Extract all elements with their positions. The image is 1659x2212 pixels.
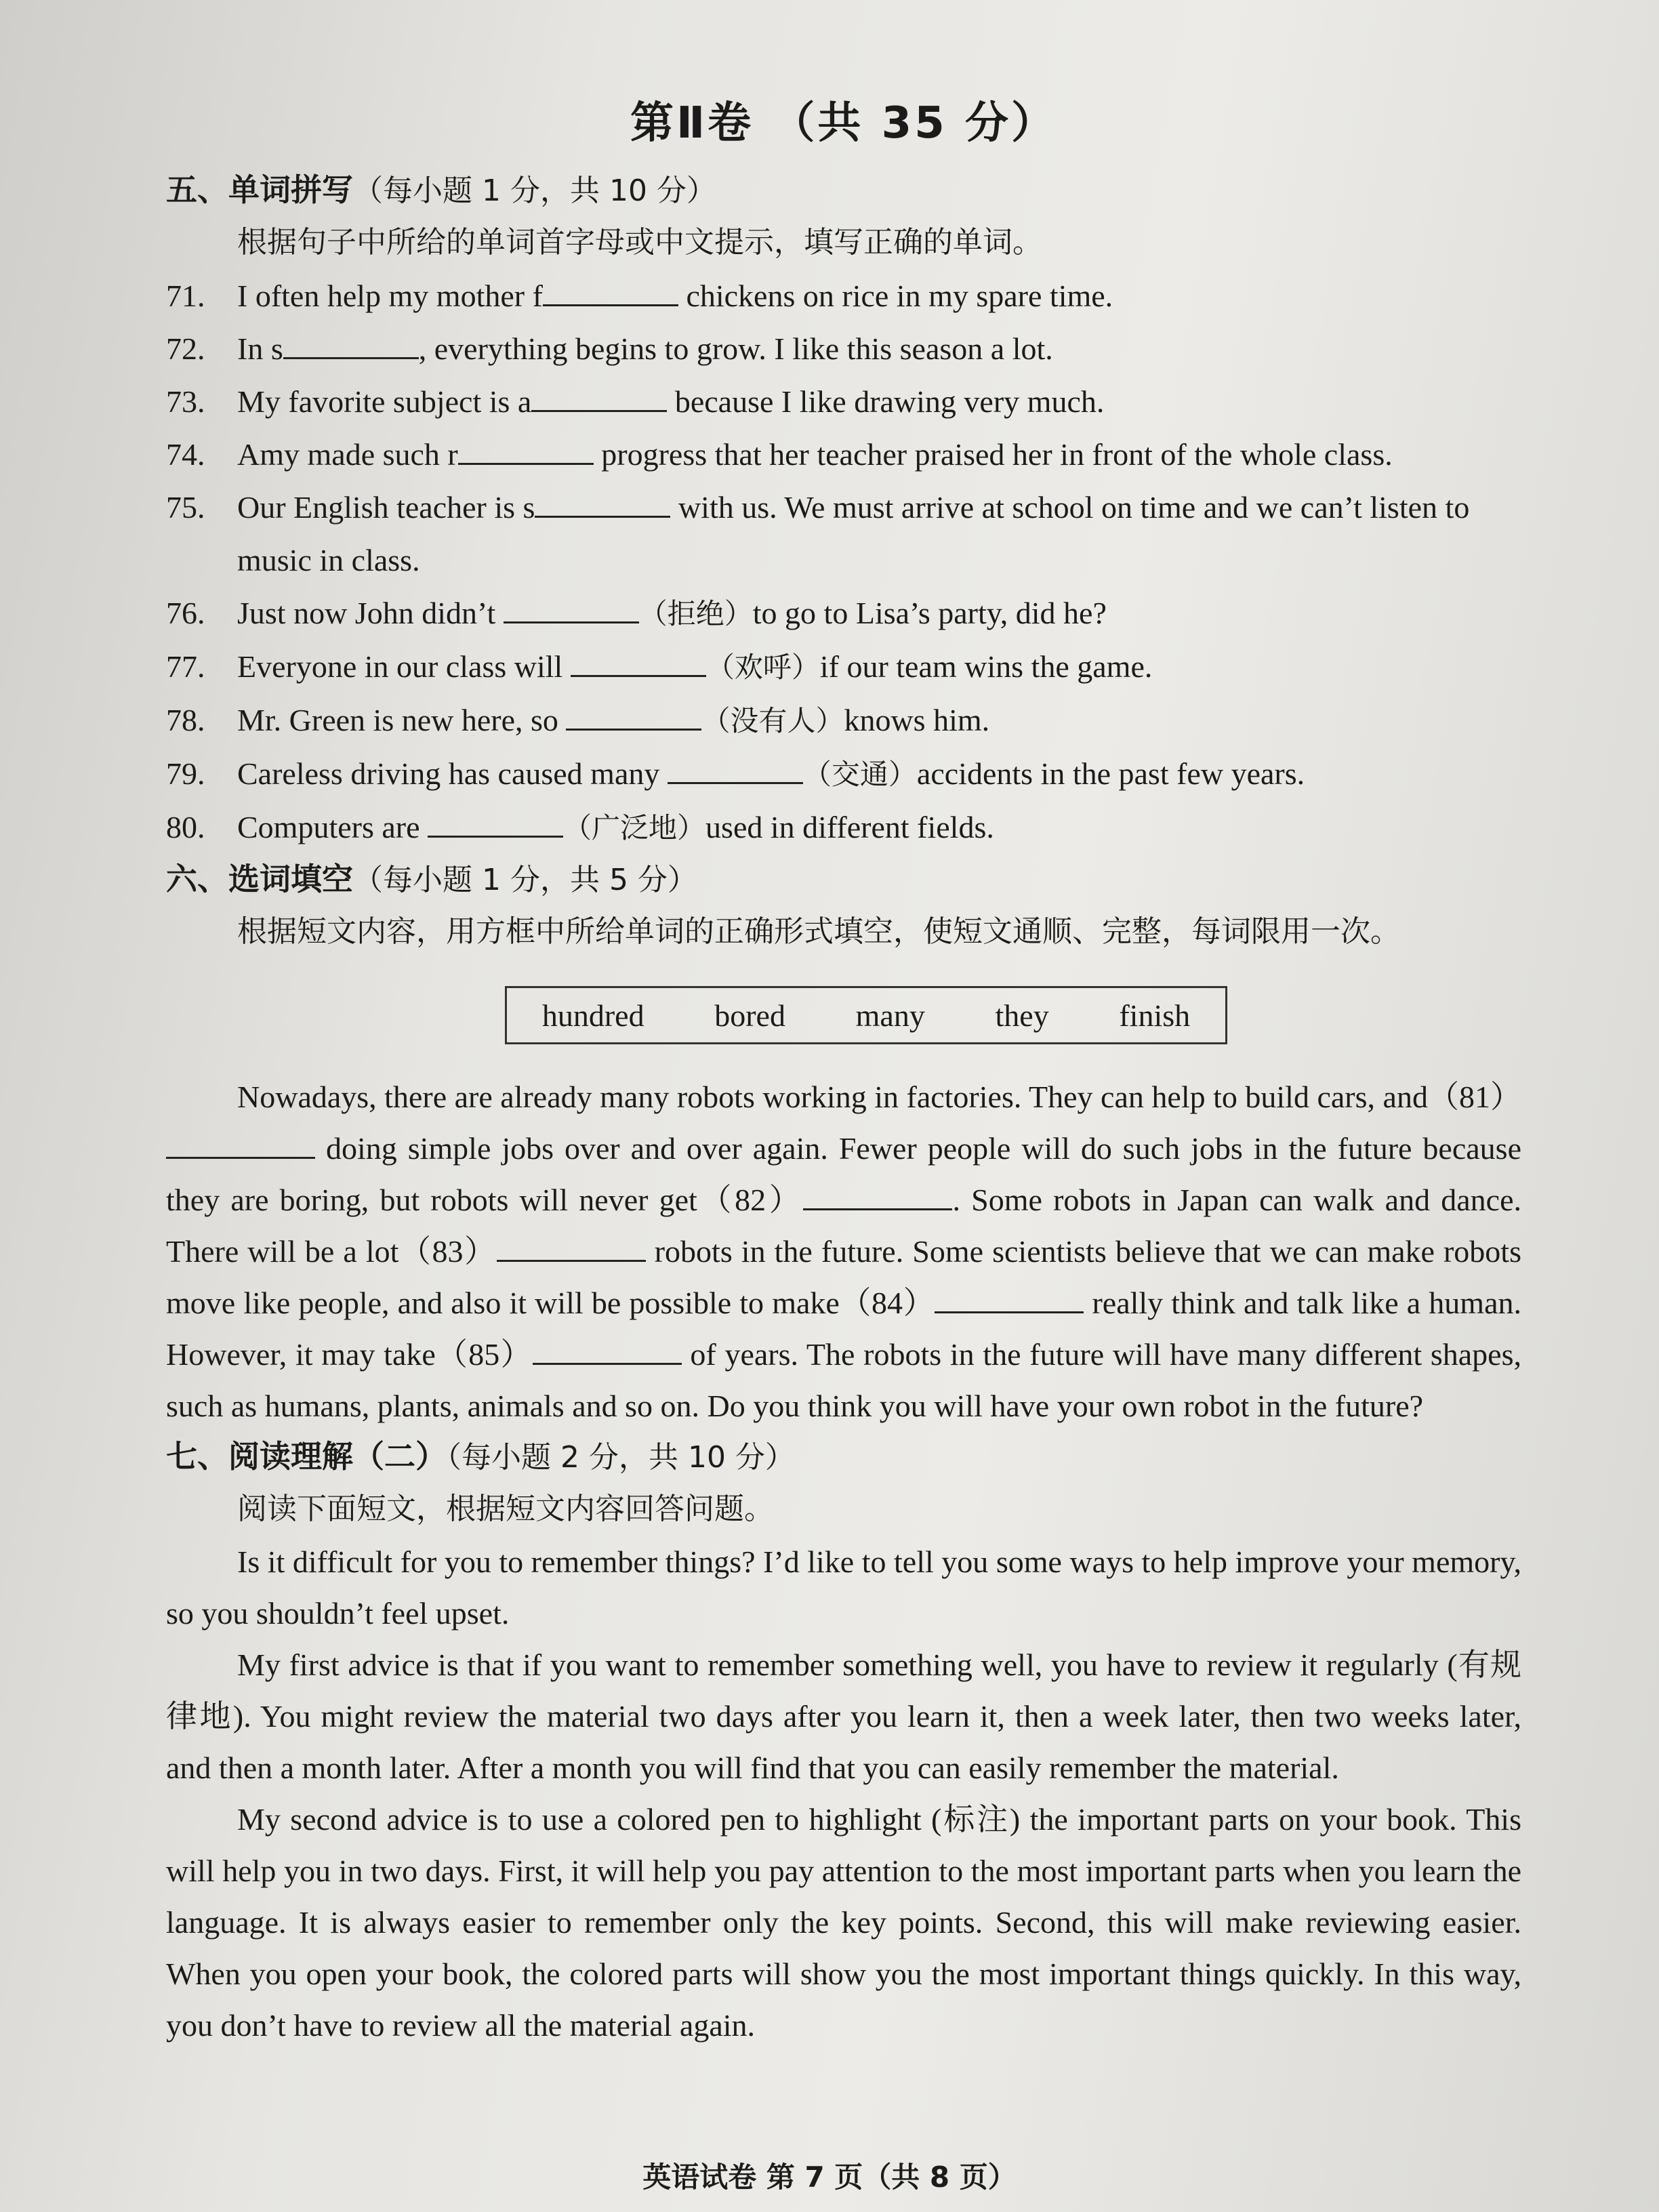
section-5-note: （每小题 1 分，共 10 分） [353,173,716,208]
section-7-note: （每小题 2 分，共 10 分） [447,1440,795,1475]
question-text: My favorite subject is a [237,384,532,419]
question-74 [166,428,1521,481]
question-number: 76. [166,596,205,630]
section-5-title: 五、单词拼写 [166,171,353,208]
question-71 [166,270,1521,323]
section-6-note: （每小题 1 分，共 5 分） [353,863,697,897]
section-7-title: 七、阅读理解（二） [166,1438,447,1475]
answer-blank-83[interactable] [497,1233,646,1262]
reading-paragraph-3: My second advice is to use a colored pen to highlight (标注) the important parts on your book. This will help you in two days. First, it will help you pay attention to the most important parts when you learn the language. It is always easier to remember only the key points. Second, this will make reviewing easier. When you open your book, the colored parts will show you the most important things quickly. In this way, you don’t have to review all the material again. [166,1802,1521,2043]
question-number: 72. [166,331,205,366]
section-6-title: 六、选词填空 [166,861,353,897]
passage-text: . Some robots in Japan can walk and dance. There will be a lot（83） [166,1183,1522,1269]
passage-text: Nowadays, there are already many robots working in factories. They can help to build cars, and（81） [237,1080,1521,1114]
word-option: finish [1119,998,1191,1033]
question-text: used in different fields. [705,810,994,844]
reading-paragraph-2: My first advice is that if you want to remember something well, you have to review it regularly (有规律地). You might review the material two days after you learn it, then a week later, then two weeks later, and then a month later. After a month you will find that you can easily remember the material. [166,1647,1521,1785]
answer-blank-85[interactable] [533,1336,682,1365]
chinese-hint: （没有人） [701,704,844,737]
question-73 [166,375,1521,428]
section-6-heading [166,855,1521,905]
question-77 [166,640,1521,694]
question-text: because I like drawing very much. [667,384,1105,419]
question-text: with us. We must arrive at school on time and we can’t listen to music in class. [237,490,1470,577]
answer-blank[interactable] [458,436,594,465]
section-7-heading [166,1432,1521,1482]
question-80 [166,801,1521,855]
answer-blank-84[interactable] [935,1284,1084,1313]
question-text: Our English teacher is s [237,490,535,525]
cloze-passage [166,1071,1521,1432]
page-footer: 英语试卷 第 7 页（共 8 页） [642,2160,1017,2194]
word-option: they [995,998,1049,1033]
question-text: Mr. Green is new here, so [237,703,567,737]
section-5-instruction: 根据句子中所给的单词首字母或中文提示，填写正确的单词。 [237,225,1042,260]
word-option: hundred [541,998,644,1033]
question-76 [166,587,1521,640]
answer-blank[interactable] [668,755,803,784]
reading-paragraph-1: Is it difficult for you to remember things? I’d like to tell you some ways to help improve your memory, so you shouldn’t feel upset. [166,1544,1521,1631]
question-text: accidents in the past few years. [916,756,1305,791]
answer-blank-82[interactable] [803,1181,952,1210]
word-option: bored [714,998,785,1033]
question-text: knows him. [844,703,990,737]
question-number: 80. [166,810,205,844]
question-text: I often help my mother f [237,279,543,313]
question-number: 71. [166,279,205,313]
question-number: 79. [166,756,205,791]
question-text: progress that her teacher praised her in front of the whole class. [593,437,1393,472]
question-number: 75. [166,490,205,525]
section-7-instruction: 阅读下面短文，根据短文内容回答问题。 [237,1492,774,1526]
question-text: chickens on rice in my spare time. [678,279,1113,313]
answer-blank[interactable] [566,701,701,731]
passage-text: really think and talk like a human. However, it may take（85） [166,1286,1521,1372]
chinese-hint: （拒绝） [638,597,753,630]
question-79 [166,747,1521,801]
answer-blank[interactable] [531,383,667,412]
section-6-instruction: 根据短文内容，用方框中所给单词的正确形式填空，使短文通顺、完整，每词限用一次。 [237,914,1400,949]
chinese-hint: （广泛地） [563,811,706,844]
question-text: to go to Lisa’s party, did he? [752,596,1107,630]
question-text: Just now John didn’t [237,596,504,630]
chinese-hint: （欢呼） [705,651,820,684]
question-text: Amy made such r [237,437,458,472]
answer-blank[interactable] [543,277,678,306]
answer-blank[interactable] [504,594,639,623]
answer-blank[interactable] [571,648,706,677]
question-text: Computers are [237,810,428,844]
word-box [505,986,1227,1044]
passage-text: robots in the future. Some scientists believe that we can make robots move like people, and also it will be possible to make（84） [166,1234,1521,1320]
question-number: 73. [166,384,205,419]
question-75 [166,481,1521,587]
question-text: if our team wins the game. [819,649,1153,684]
answer-blank[interactable] [535,489,670,518]
word-option: many [855,998,925,1033]
question-78 [166,694,1521,747]
passage-text: doing simple jobs over and over again. Fewer people will do such jobs in the future because they are boring, but robots will never get（82） [166,1131,1521,1217]
chinese-hint: （交通） [802,758,917,791]
question-text: In s [237,331,283,366]
passage-text: of years. The robots in the future will have many different shapes, such as humans, plants, animals and so on. Do you think you will have your own robot in the future? [166,1337,1522,1423]
question-text: Everyone in our class will [237,649,571,684]
answer-blank[interactable] [283,330,419,359]
section-5-heading [166,165,1521,216]
answer-blank[interactable] [428,808,563,838]
question-number: 78. [166,703,205,737]
question-72 [166,323,1521,375]
question-text: Careless driving has caused many [237,756,668,791]
question-number: 77. [166,649,205,684]
question-text: , everything begins to grow. I like this season a lot. [418,331,1053,366]
answer-blank-81[interactable] [166,1130,315,1159]
question-number: 74. [166,437,205,472]
paper-title: 第Ⅱ卷 （共 35 分） [630,98,1058,148]
page-content [166,88,1521,2051]
